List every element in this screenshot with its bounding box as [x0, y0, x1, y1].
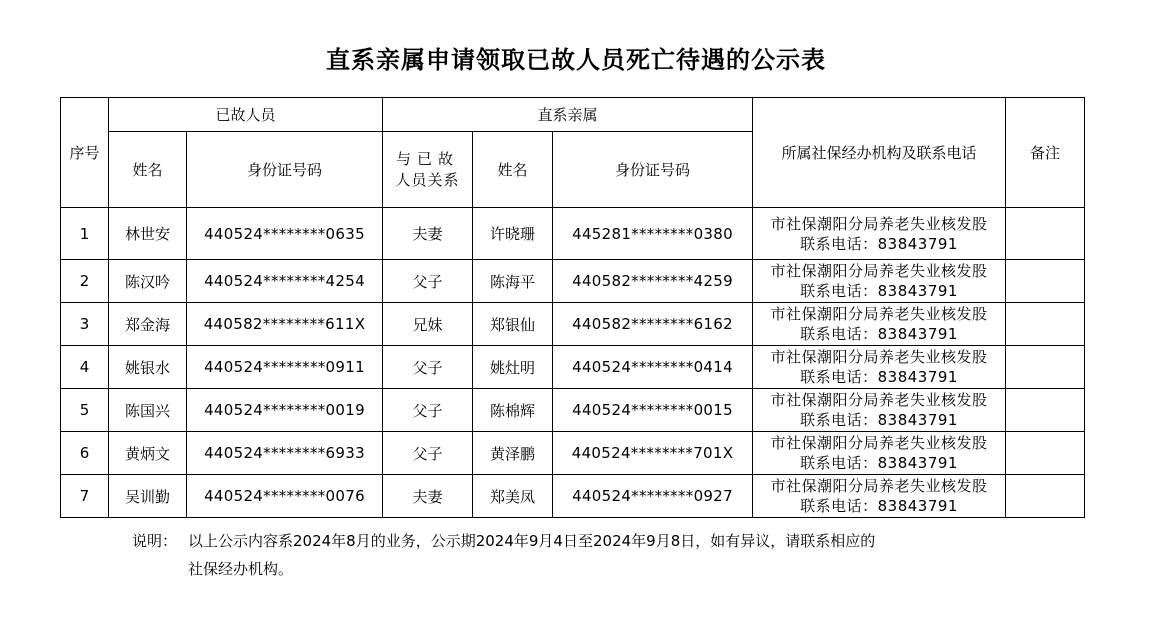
- header-deceased-id: 身份证号码: [187, 132, 383, 208]
- relation-cell: 父子: [383, 346, 473, 389]
- relation-cell: 夫妻: [383, 475, 473, 518]
- relation-cell: 父子: [383, 260, 473, 303]
- table-row: [61, 346, 1085, 389]
- deceased-id-cell: 440524********0076: [187, 475, 383, 518]
- relative-name-cell: 黄泽鹏: [473, 432, 553, 475]
- relative-id-cell: 440524********0015: [553, 389, 753, 432]
- agency-cell: [753, 389, 1006, 432]
- deceased-id-cell: 440524********0019: [187, 389, 383, 432]
- deceased-name-cell: 林世安: [109, 208, 187, 260]
- notice-table: [60, 97, 1085, 518]
- deceased-id-cell: 440524********4254: [187, 260, 383, 303]
- agency-cell: [753, 260, 1006, 303]
- relation-cell: 父子: [383, 389, 473, 432]
- agency-phone: 联系电话：83843791: [800, 234, 958, 253]
- relative-id-cell: 440524********0414: [553, 346, 753, 389]
- deceased-id-cell: 440524********0635: [187, 208, 383, 260]
- relative-name-cell: 郑银仙: [473, 303, 553, 346]
- relative-name-cell: 郑美凤: [473, 475, 553, 518]
- remarks-cell: [1006, 303, 1085, 346]
- header-deceased-name: 姓名: [109, 132, 187, 208]
- deceased-name-cell: 郑金海: [109, 303, 187, 346]
- agency-cell: [753, 303, 1006, 346]
- relation-cell: 兄妹: [383, 303, 473, 346]
- seq-cell: 7: [61, 475, 109, 518]
- deceased-name-cell: 黄炳文: [109, 432, 187, 475]
- relative-id-cell: 440524********0927: [553, 475, 753, 518]
- agency-name: 市社保潮阳分局养老失业核发股: [770, 262, 988, 280]
- deceased-id-cell: 440524********6933: [187, 432, 383, 475]
- remarks-cell: [1006, 432, 1085, 475]
- header-seq: 序号: [61, 98, 109, 208]
- deceased-name-cell: 陈汉吟: [109, 260, 187, 303]
- deceased-name-cell: 姚银水: [109, 346, 187, 389]
- seq-cell: 1: [61, 208, 109, 260]
- seq-cell: 4: [61, 346, 109, 389]
- agency-name: 市社保潮阳分局养老失业核发股: [770, 434, 988, 452]
- agency-phone: 联系电话：83843791: [800, 454, 958, 472]
- table-row: [61, 303, 1085, 346]
- agency-cell: [753, 346, 1006, 389]
- relation-cell: 夫妻: [383, 208, 473, 260]
- deceased-id-cell: 440582********611X: [187, 303, 383, 346]
- seq-cell: 6: [61, 432, 109, 475]
- remarks-cell: [1006, 389, 1085, 432]
- header-relation: [383, 132, 473, 208]
- header-relative-name: 姓名: [473, 132, 553, 208]
- footnote-text-line1: 以上公示内容系2024年8月的业务，公示期2024年9月4日至2024年9月8日，如有异议，请联系相应的: [188, 532, 876, 550]
- header-relation-line1: 与已故: [396, 149, 460, 168]
- relative-name-cell: 陈棉辉: [473, 389, 553, 432]
- footnote-text-line2: 社保经办机构。: [188, 560, 294, 578]
- footnote-label: 说明：: [132, 532, 178, 550]
- agency-name: 市社保潮阳分局养老失业核发股: [770, 477, 988, 495]
- relative-name-cell: 许晓珊: [473, 208, 553, 260]
- relative-id-cell: 445281********0380: [553, 208, 753, 260]
- header-deceased-group: 已故人员: [109, 98, 383, 132]
- seq-cell: 2: [61, 260, 109, 303]
- agency-cell: [753, 432, 1006, 475]
- table-row: [61, 208, 1085, 260]
- remarks-cell: [1006, 260, 1085, 303]
- deceased-name-cell: 陈国兴: [109, 389, 187, 432]
- page-title: 直系亲属申请领取已故人员死亡待遇的公示表: [326, 46, 826, 74]
- header-relative-id: 身份证号码: [553, 132, 753, 208]
- agency-phone: 联系电话：83843791: [800, 325, 958, 343]
- table-row: [61, 432, 1085, 475]
- header-agency: 所属社保经办机构及联系电话: [753, 98, 1006, 208]
- agency-phone: 联系电话：83843791: [800, 411, 958, 429]
- relative-id-cell: 440524********701X: [553, 432, 753, 475]
- relative-id-cell: 440582********4259: [553, 260, 753, 303]
- header-remarks: 备注: [1006, 98, 1085, 208]
- agency-name: 市社保潮阳分局养老失业核发股: [770, 348, 988, 366]
- deceased-id-cell: 440524********0911: [187, 346, 383, 389]
- remarks-cell: [1006, 208, 1085, 260]
- agency-cell: [753, 208, 1006, 260]
- header-relative-group: 直系亲属: [383, 98, 753, 132]
- agency-cell: [753, 475, 1006, 518]
- agency-name: 市社保潮阳分局养老失业核发股: [770, 391, 988, 409]
- remarks-cell: [1006, 346, 1085, 389]
- relative-name-cell: 姚灶明: [473, 346, 553, 389]
- header-relation-line2: 人员关系: [395, 170, 460, 189]
- table-row: [61, 260, 1085, 303]
- relative-name-cell: 陈海平: [473, 260, 553, 303]
- table-row: [61, 475, 1085, 518]
- agency-phone: 联系电话：83843791: [800, 282, 958, 300]
- agency-phone: 联系电话：83843791: [800, 368, 958, 386]
- seq-cell: 5: [61, 389, 109, 432]
- table-row: [61, 389, 1085, 432]
- deceased-name-cell: 吴训勤: [109, 475, 187, 518]
- agency-name: 市社保潮阳分局养老失业核发股: [770, 214, 988, 233]
- remarks-cell: [1006, 475, 1085, 518]
- relation-cell: 父子: [383, 432, 473, 475]
- relative-id-cell: 440582********6162: [553, 303, 753, 346]
- agency-phone: 联系电话：83843791: [800, 497, 958, 515]
- agency-name: 市社保潮阳分局养老失业核发股: [770, 305, 988, 323]
- seq-cell: 3: [61, 303, 109, 346]
